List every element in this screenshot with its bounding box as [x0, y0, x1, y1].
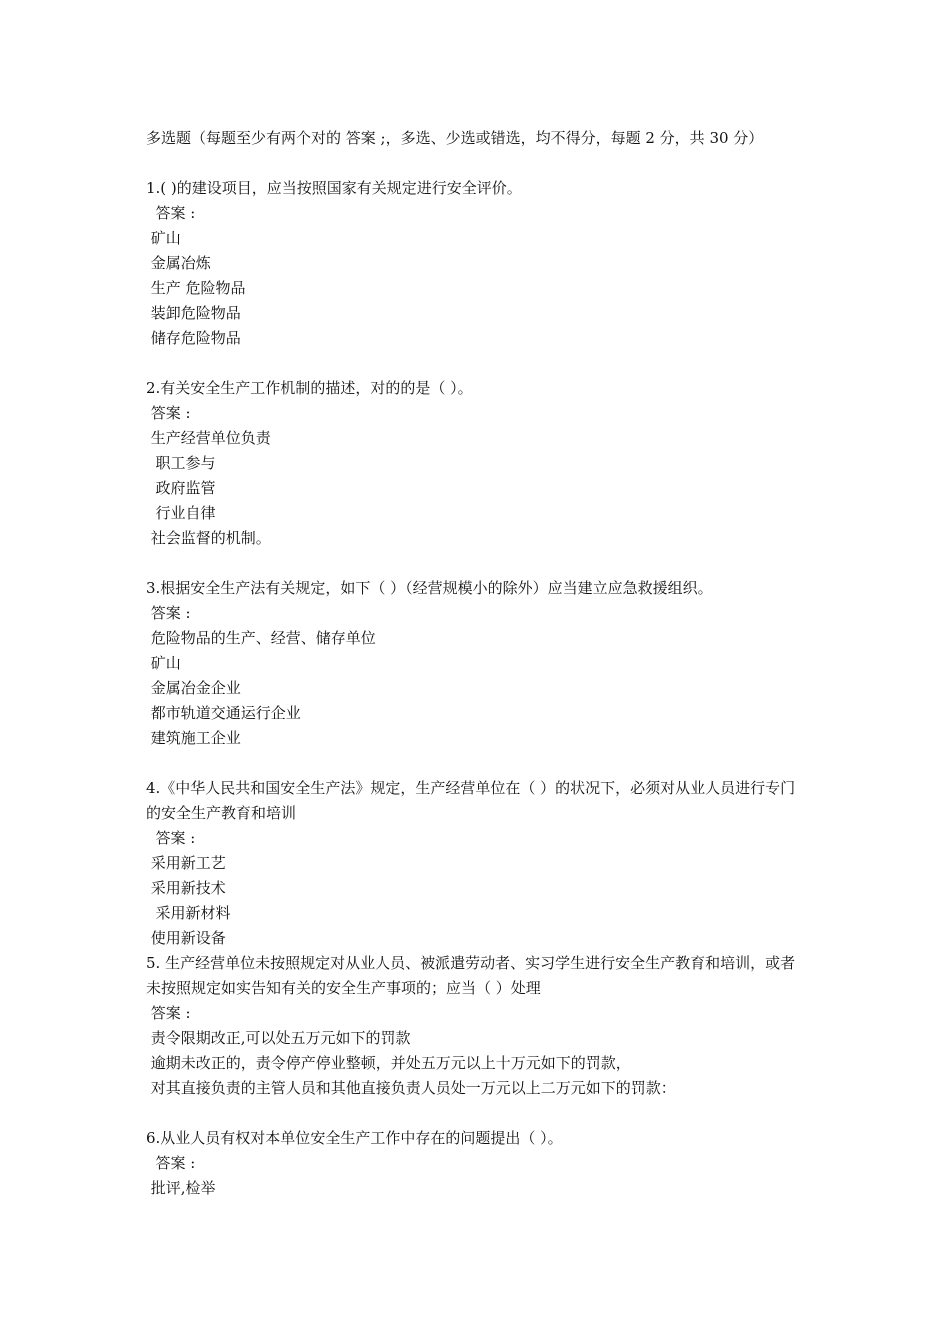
question-block	[146, 951, 806, 1101]
answer-option: 矿山	[146, 229, 181, 247]
question-text: 4.《中华人民共和国安全生产法》规定，生产经营单位在（ ）的状况下，必须对从业人员进行专门的安全生产教育和培训	[146, 779, 796, 822]
answer-label: 答案 :	[146, 829, 196, 847]
answer-option: 采用新材料	[146, 904, 231, 922]
question-text: 1.( )的建设项目，应当按照国家有关规定进行安全评价。	[146, 179, 522, 197]
answer-option: 金属冶金企业	[146, 679, 241, 697]
answer-option: 采用新工艺	[146, 854, 226, 872]
answer-option: 都市轨道交通运行企业	[146, 704, 301, 722]
answer-option: 政府监管	[146, 479, 216, 497]
answer-option: 社会监督的机制。	[146, 529, 271, 547]
section-intro: 多选题（每题至少有两个对的 答案 ;，多选、少选或错选，均不得分，每题 2 分，共 30 分）	[146, 129, 764, 147]
spacer	[146, 351, 806, 376]
answer-option: 逾期未改正的，责令停产停业整顿，并处五万元以上十万元如下的罚款，	[146, 1054, 631, 1072]
question-block	[146, 776, 806, 951]
answer-option: 对其直接负责的主管人员和其他直接负责人员处一万元以上二万元如下的罚款：	[146, 1079, 676, 1097]
question-text: 3.根据安全生产法有关规定，如下（ ）（经营规模小的除外）应当建立应急救援组织。	[146, 579, 713, 597]
question-block	[146, 576, 806, 751]
answer-option: 采用新技术	[146, 879, 226, 897]
question-block	[146, 376, 806, 551]
answer-label: 答案 :	[146, 204, 196, 222]
answer-label: 答案 :	[146, 604, 191, 622]
spacer	[146, 551, 806, 576]
answer-option: 金属冶炼	[146, 254, 211, 272]
question-text: 6.从业人员有权对本单位安全生产工作中存在的问题提出（ ）。	[146, 1129, 563, 1147]
spacer	[146, 751, 806, 776]
answer-option: 行业自律	[146, 504, 216, 522]
answer-label: 答案 :	[146, 1154, 196, 1172]
answer-option: 职工参与	[146, 454, 216, 472]
answer-option: 生产 危险物品	[146, 279, 246, 297]
question-text: 2.有关安全生产工作机制的描述，对的的是（ ）。	[146, 379, 473, 397]
answer-option: 矿山	[146, 654, 181, 672]
question-text: 5. 生产经营单位未按照规定对从业人员、被派遣劳动者、实习学生进行安全生产教育和培训，或者未按照规定如实告知有关的安全生产事项的；应当（ ）处理	[146, 954, 796, 997]
answer-option: 危险物品的生产、经营、储存单位	[146, 629, 376, 647]
document-body	[146, 126, 806, 1201]
spacer	[146, 1101, 806, 1126]
answer-option: 建筑施工企业	[146, 729, 241, 747]
answer-option: 责令限期改正,可以处五万元如下的罚款	[146, 1029, 411, 1047]
answer-option: 储存危险物品	[146, 329, 241, 347]
answer-option: 批评,检举	[146, 1179, 216, 1197]
question-block	[146, 176, 806, 351]
spacer	[146, 151, 806, 176]
answer-option: 装卸危险物品	[146, 304, 241, 322]
question-block	[146, 1126, 806, 1201]
answer-option: 使用新设备	[146, 929, 226, 947]
answer-option: 生产经营单位负责	[146, 429, 271, 447]
answer-label: 答案 :	[146, 1004, 191, 1022]
answer-label: 答案 :	[146, 404, 191, 422]
